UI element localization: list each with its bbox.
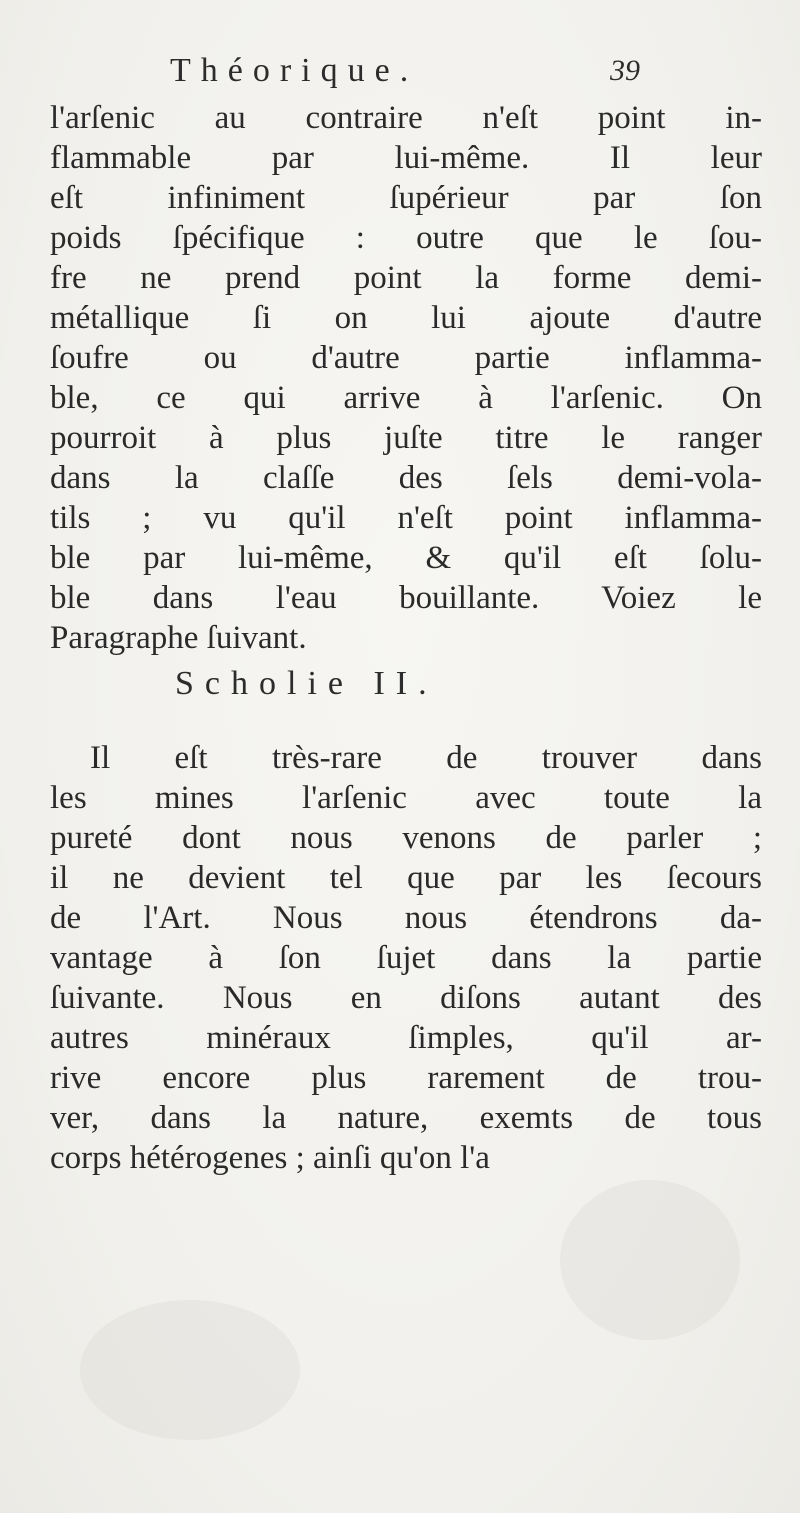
text-line: fre ne prend point la forme demi-: [50, 260, 762, 296]
running-title: Théorique.: [170, 52, 419, 89]
text-line: flammable par lui-même. Il leur: [50, 140, 762, 176]
page-number: 39: [610, 54, 640, 87]
text-line: l'arſenic au contraire n'eſt point in-: [50, 100, 762, 136]
text-line: corps hétérogenes ; ainſi qu'on l'a: [50, 1140, 490, 1176]
text-line: eſt infiniment ſupérieur par ſon: [50, 180, 762, 216]
text-line: ble, ce qui arrive à l'arſenic. On: [50, 380, 762, 416]
text-line: vantage à ſon ſujet dans la partie: [50, 940, 762, 976]
paper-stain: [80, 1300, 300, 1440]
text-line: les mines l'arſenic avec toute la: [50, 780, 762, 816]
text-line: métallique ſi on lui ajoute d'autre: [50, 300, 762, 336]
text-line: autres minéraux ſimples, qu'il ar-: [50, 1020, 762, 1056]
text-line: dans la claſſe des ſels demi-vola-: [50, 460, 762, 496]
text-line: tils ; vu qu'il n'eſt point inflamma-: [50, 500, 762, 536]
text-line: il ne devient tel que par les ſecours: [50, 860, 762, 896]
section-heading: Scholie II.: [175, 665, 438, 702]
paragraph-1: [50, 98, 762, 658]
text-line: ble par lui-même, & qu'il eſt ſolu-: [50, 540, 762, 576]
paragraph-2: [50, 738, 762, 1178]
text-line: de l'Art. Nous nous étendrons da-: [50, 900, 762, 936]
text-line: pureté dont nous venons de parler ;: [50, 820, 762, 856]
paper-stain: [560, 1180, 740, 1340]
text-line: Il eſt très-rare de trouver dans: [90, 740, 762, 776]
text-line: Paragraphe ſuivant.: [50, 620, 307, 656]
text-line: ble dans l'eau bouillante. Voiez le: [50, 580, 762, 616]
running-head: [170, 52, 640, 102]
text-line: pourroit à plus juſte titre le ranger: [50, 420, 762, 456]
text-line: ver, dans la nature, exemts de tous: [50, 1100, 762, 1136]
text-line: ſuivante. Nous en diſons autant des: [50, 980, 762, 1016]
text-line: ſoufre ou d'autre partie inflamma-: [50, 340, 762, 376]
text-line: rive encore plus rarement de trou-: [50, 1060, 762, 1096]
text-line: poids ſpécifique : outre que le ſou-: [50, 220, 762, 256]
